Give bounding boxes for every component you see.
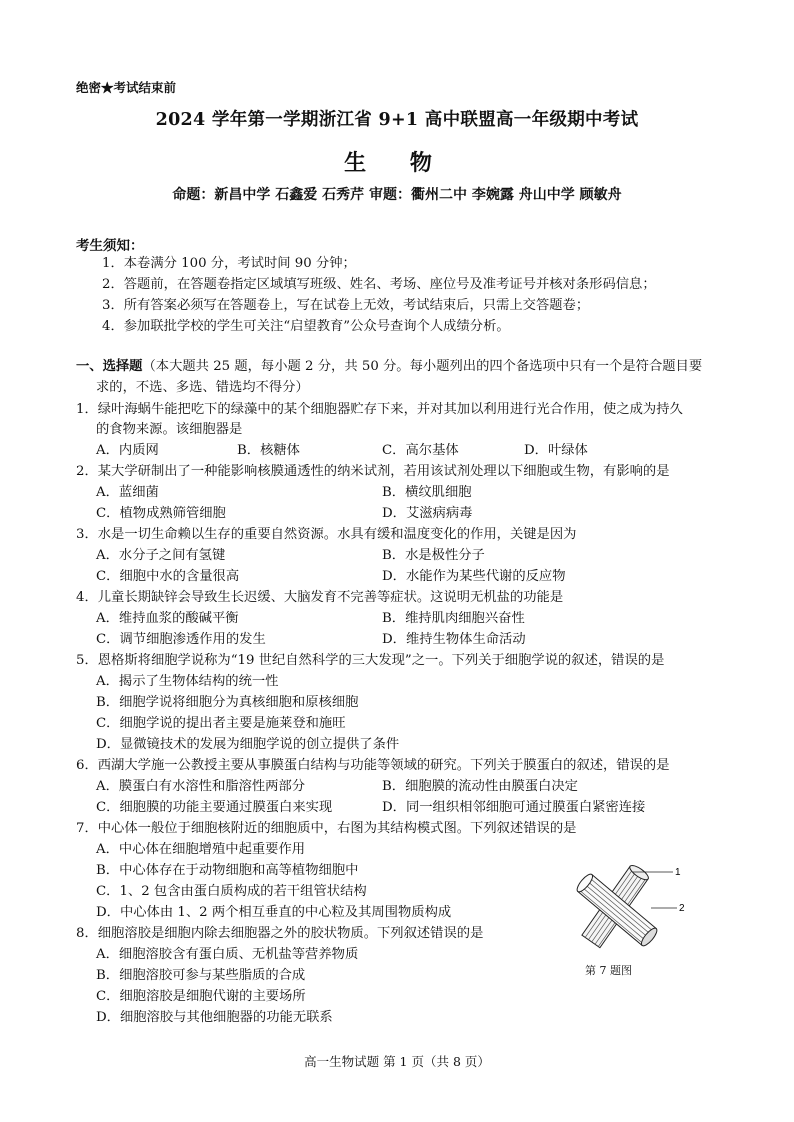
q8-option-a: A．细胞溶胶含有蛋白质、无机盐等营养物质 [96,947,359,962]
question-1-stem: 1．绿叶海蜗牛能把吃下的绿藻中的某个细胞器贮存下来，并对其加以利用进行光合作用，使之成为持久 [76,402,683,417]
q7-option-b: B．中心体存在于动物细胞和高等植物细胞中 [96,863,359,878]
q5-option-d: D．显微镜技术的发展为细胞学说的创立提供了条件 [96,737,400,752]
q1-option-a: A．内质网 [96,443,159,458]
q6-option-b: B．细胞膜的流动性由膜蛋白决定 [382,779,578,794]
centrosome-figure [555,842,695,982]
q2-option-d: D．艾滋病病毒 [382,506,473,521]
figure-label-1: 1 [675,867,681,878]
notice-item: 1．本卷满分 100 分，考试时间 90 分钟； [102,256,356,271]
subject-title: 生 物 [344,150,450,176]
section-desc-cont: 求的，不选、多选、错选均不得分） [96,380,309,395]
question-2-stem: 2．某大学研制出了一种能影响核膜通透性的纳米试剂，若用该试剂处理以下细胞或生物，有影响的是 [76,464,670,479]
notice-item: 3．所有答案必须写在答题卷上，写在试卷上无效，考试结束后，只需上交答题卷； [102,298,590,313]
section-header [76,357,702,376]
q1-option-b: B．核糖体 [237,443,300,458]
q5-option-b: B．细胞学说将细胞分为真核细胞和原核细胞 [96,695,359,710]
q7-option-c: C．1、2 包含由蛋白质构成的若干组管状结构 [96,884,367,899]
question-1-stem-cont: 的食物来源。该细胞器是 [96,422,243,437]
q5-option-a: A．揭示了生物体结构的统一性 [96,674,279,689]
q6-option-d: D．同一组织相邻细胞可通过膜蛋白紧密连接 [382,800,646,815]
q6-option-c: C．细胞膜的功能主要通过膜蛋白来实现 [96,800,333,815]
section-label: 一、选择题 [76,359,143,374]
figure-label-2: 2 [679,903,685,914]
confidential-mark: 绝密★考试结束前 [76,80,177,95]
q3-option-b: B．水是极性分子 [382,548,485,563]
q8-option-b: B．细胞溶胶可参与某些脂质的合成 [96,968,306,983]
exam-title: 2024 学年第一学期浙江省 9+1 高中联盟高一年级期中考试 [155,110,639,130]
question-5-stem: 5．恩格斯将细胞学说称为“19 世纪自然科学的三大发现”之一。下列关于细胞学说的叙述，错误的是 [76,653,665,668]
figure-caption: 第 7 题图 [585,964,632,977]
question-8-stem: 8．细胞溶胶是细胞内除去细胞器之外的胶状物质。下列叙述错误的是 [76,926,484,941]
notice-title: 考生须知： [76,238,144,254]
q3-option-c: C．细胞中水的含量很高 [96,569,240,584]
q6-option-a: A．膜蛋白有水溶性和脂溶性两部分 [96,779,306,794]
section-desc: （本大题共 25 题，每小题 2 分，共 50 分。每小题列出的四个备选项中只有一个是符合题目要 [142,359,703,374]
q2-option-b: B．横纹肌细胞 [382,485,472,500]
q5-option-c: C．细胞学说的提出者主要是施莱登和施旺 [96,716,346,731]
page-footer: 高一生物试题 第 1 页（共 8 页） [304,1054,490,1069]
q8-option-c: C．细胞溶胶是细胞代谢的主要场所 [96,989,306,1004]
q3-option-a: A．水分子之间有氢键 [96,548,226,563]
question-3-stem: 3．水是一切生命赖以生存的重要自然资源。水具有缓和温度变化的作用，关键是因为 [76,527,577,542]
q4-option-c: C．调节细胞渗透作用的发生 [96,632,266,647]
question-7-stem: 7．中心体一般位于细胞核附近的细胞质中，右图为其结构模式图。下列叙述错误的是 [76,821,577,836]
q7-option-a: A．中心体在细胞增殖中起重要作用 [96,842,306,857]
question-4-stem: 4．儿童长期缺锌会导致生长迟缓、大脑发育不完善等症状。这说明无机盐的功能是 [76,590,564,605]
notice-item: 4．参加联批学校的学生可关注“启望教育”公众号查询个人成绩分析。 [102,319,510,334]
q4-option-a: A．维持血浆的酸碱平衡 [96,611,239,626]
q4-option-d: D．维持生物体生命活动 [382,632,526,647]
q4-option-b: B．维持肌肉细胞兴奋性 [382,611,525,626]
question-6-stem: 6．西湖大学施一公教授主要从事膜蛋白结构与功能等领域的研究。下列关于膜蛋白的叙述，错误的是 [76,758,670,773]
q1-option-d: D．叶绿体 [524,443,588,458]
q3-option-d: D．水能作为某些代谢的反应物 [382,569,566,584]
authors-line: 命题：新昌中学 石鑫爱 石秀芹 审题：衢州二中 李婉露 舟山中学 顾敏舟 [172,187,622,203]
q2-option-c: C．植物成熟筛管细胞 [96,506,226,521]
q8-option-d: D．细胞溶胶与其他细胞器的功能无联系 [96,1010,333,1025]
notice-item: 2．答题前，在答题卷指定区域填写班级、姓名、考场、座位号及准考证号并核对条形码信息； [102,277,656,292]
q7-option-d: D．中心体由 1、2 两个相互垂直的中心粒及其周围物质构成 [96,905,452,920]
q2-option-a: A．蓝细菌 [96,485,159,500]
q1-option-c: C．高尔基体 [382,443,459,458]
